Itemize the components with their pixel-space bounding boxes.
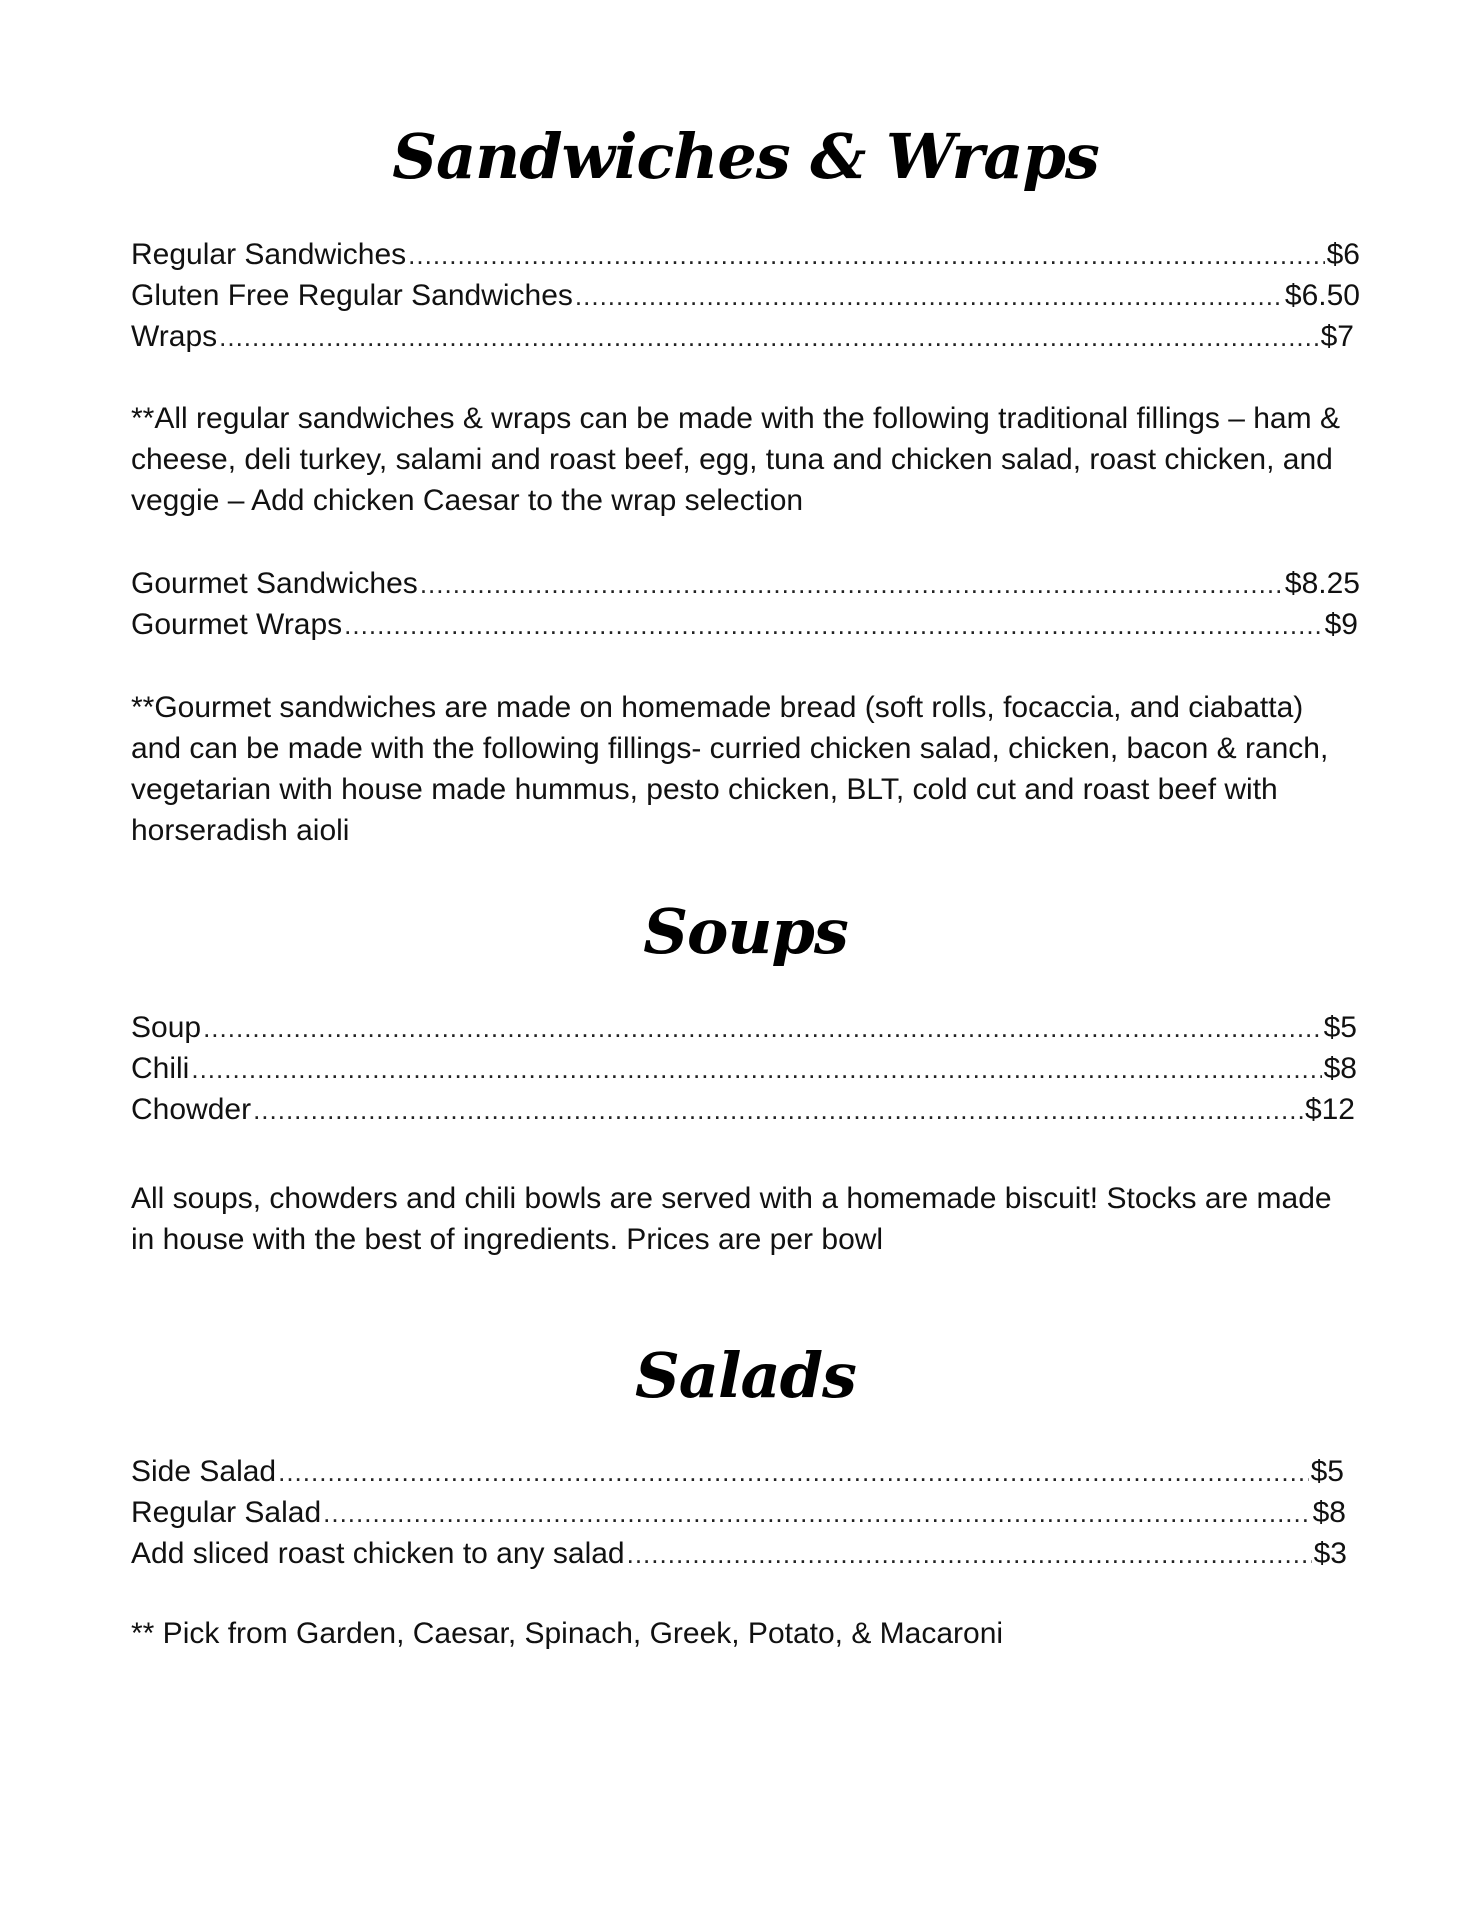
- menu-item-row: [131, 1533, 1347, 1574]
- menu-page: [131, 0, 1360, 1920]
- menu-item-name: Chowder: [131, 1093, 252, 1126]
- menu-item-row: [131, 563, 1360, 604]
- menu-item-name: Chili: [131, 1052, 190, 1085]
- salads-note: ** Pick from Garden, Caesar, Spinach, Greek, Potato, & Macaroni: [131, 1617, 1004, 1650]
- dot-leader: [344, 605, 1322, 646]
- menu-item-row: [131, 316, 1354, 357]
- soups-note: All soups, chowders and chili bowls are served with a homemade biscuit! Stocks are made in house with the best of ingredients. Prices are per bowl: [131, 1182, 1332, 1256]
- menu-item-price: $9: [1324, 608, 1358, 641]
- menu-item-name: Gluten Free Regular Sandwiches: [131, 279, 573, 312]
- menu-item-row: [131, 1492, 1346, 1533]
- salads-heading: Salads: [635, 1339, 856, 1412]
- menu-item-name: Soup: [131, 1011, 202, 1044]
- menu-item-price: $6.50: [1284, 279, 1360, 312]
- menu-item-name: Gourmet Sandwiches: [131, 567, 418, 600]
- dot-leader: [219, 317, 1318, 358]
- salads-price-list: [131, 1451, 1360, 1574]
- sandwiches-price-list: [131, 234, 1360, 357]
- dot-leader: [575, 276, 1283, 317]
- dot-leader: [408, 235, 1324, 276]
- menu-item-price: $8.25: [1284, 567, 1360, 600]
- menu-item-price: $5: [1323, 1011, 1357, 1044]
- menu-item-price: $5: [1310, 1455, 1344, 1488]
- menu-item-name: Regular Sandwiches: [131, 238, 407, 271]
- dot-leader: [203, 1008, 1322, 1049]
- dot-leader: [627, 1534, 1312, 1575]
- soups-price-list: [131, 1007, 1360, 1130]
- menu-item-price: $3: [1313, 1537, 1347, 1570]
- menu-item-row: [131, 1048, 1357, 1089]
- menu-item-price: $8: [1323, 1052, 1357, 1085]
- menu-item-name: Side Salad: [131, 1455, 277, 1488]
- menu-item-row: [131, 604, 1358, 645]
- menu-item-row: [131, 1089, 1355, 1130]
- regular-fillings-note: **All regular sandwiches & wraps can be made with the following traditional fillings – ham & cheese, deli turkey, salami and roast beef, egg, tuna and chicken salad, roast chicken, and veggie – Add chicken Caesar to the wrap selection: [131, 402, 1340, 517]
- menu-item-price: $6: [1326, 238, 1360, 271]
- gourmet-fillings-note: **Gourmet sandwiches are made on homemade bread (soft rolls, focaccia, and ciabatta) and can be made with the following fillings- curried chicken salad, chicken, bacon & ranch, vegetarian with house made hummus, pesto chicken, BLT, cold cut and roast beef with horseradish aioli: [131, 691, 1329, 847]
- menu-item-price: $7: [1320, 320, 1354, 353]
- menu-item-row: [131, 234, 1360, 275]
- dot-leader: [278, 1452, 1309, 1493]
- menu-item-name: Add sliced roast chicken to any salad: [131, 1537, 625, 1570]
- dot-leader: [420, 564, 1283, 605]
- menu-item-name: Gourmet Wraps: [131, 608, 343, 641]
- sandwiches-wraps-heading: Sandwiches & Wraps: [392, 120, 1099, 193]
- menu-item-row: [131, 1007, 1357, 1048]
- menu-item-row: [131, 275, 1360, 316]
- menu-item-name: Wraps: [131, 320, 218, 353]
- soups-heading: Soups: [643, 895, 848, 968]
- menu-item-name: Regular Salad: [131, 1496, 322, 1529]
- dot-leader: [323, 1493, 1311, 1534]
- menu-item-price: $12: [1304, 1093, 1355, 1126]
- menu-item-row: [131, 1451, 1344, 1492]
- menu-item-price: $8: [1312, 1496, 1346, 1529]
- dot-leader: [253, 1090, 1303, 1131]
- dot-leader: [191, 1049, 1321, 1090]
- gourmet-price-list: [131, 563, 1360, 645]
